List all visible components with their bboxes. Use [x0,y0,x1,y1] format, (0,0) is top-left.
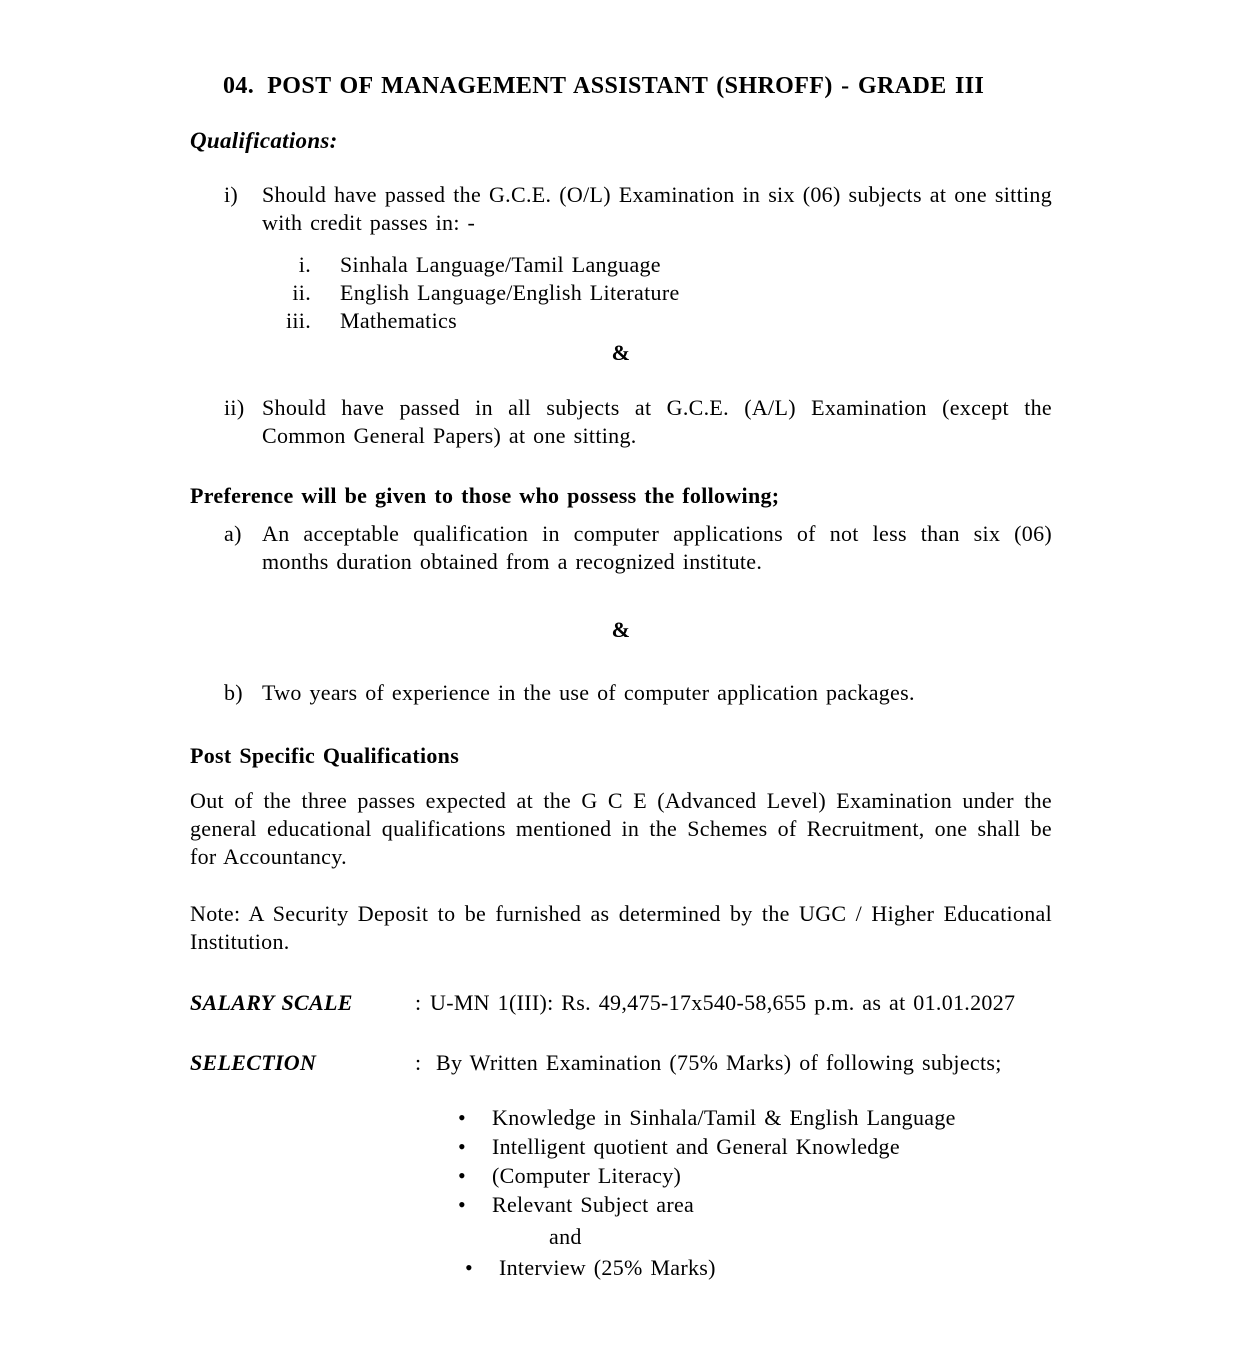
post-specific-heading: Post Specific Qualifications [190,743,460,768]
title-number: 04. [223,73,255,99]
selection-value: By Written Examination (75% Marks) of following subjects; [436,1050,1002,1075]
preference-item-a [190,520,1052,576]
list-item [458,1103,1052,1132]
list-item [458,1161,1052,1190]
list-item-subject-2 [190,279,1052,307]
subject-2-numeral: ii. [292,280,311,305]
subject-3-text: Mathematics [340,308,457,333]
item-b-label: b) [224,680,243,705]
list-item [458,1190,1052,1219]
preference-heading: Preference will be given to those who possess the following; [190,483,780,508]
post-specific-paragraph: Out of the three passes expected at the G C E (Advanced Level) Examination under the general educational qualifications mentioned in the Schemes of Recruitment, one shall be for Accountancy. [190,788,1052,869]
item-a-label: a) [224,521,242,546]
note-paragraph: Note: A Security Deposit to be furnished as determined by the UGC / Higher Educational Institution. [190,901,1052,954]
bullet-icon: • [458,1163,467,1188]
list-item-subject-3 [190,307,1052,335]
salary-scale-row [190,989,1052,1017]
selection-row [190,1049,1052,1077]
selection-bullet-text: (Computer Literacy) [492,1163,682,1188]
item-b-text: Two years of experience in the use of computer application packages. [262,680,915,705]
bullet-icon: • [458,1192,467,1217]
subject-1-text: Sinhala Language/Tamil Language [340,252,661,277]
selection-separator: : [415,1050,422,1075]
qualification-item-ii [190,394,1052,450]
subject-list [190,251,1052,335]
selection-label: SELECTION [190,1050,317,1075]
salary-scale-value: U-MN 1(III): Rs. 49,475-17x540-58,655 p.m. as at 01.01.2027 [430,990,1016,1015]
item-ii-text: Should have passed in all subjects at G.C.E. (A/L) Examination (except the Common General Papers) at one sitting. [262,395,1052,448]
selection-subjects-list [458,1103,1052,1282]
salary-scale-label: SALARY SCALE [190,990,353,1015]
item-a-text: An acceptable qualification in computer applications of not less than six (06) months duration obtained from a recognized institute. [262,521,1052,574]
bullet-icon: • [465,1255,474,1280]
bullet-icon: • [458,1134,467,1159]
bullet-icon: • [458,1105,467,1130]
page-title [190,70,1052,102]
selection-bullet-text: Knowledge in Sinhala/Tamil & English Language [492,1105,956,1130]
selection-bullet-text: Interview (25% Marks) [499,1255,716,1280]
salary-scale-separator: : [415,990,422,1015]
qualification-item-i [190,181,1052,237]
qualifications-heading: Qualifications: [190,128,338,153]
list-item [458,1132,1052,1161]
selection-bullet-text: Relevant Subject area [492,1192,695,1217]
item-i-text: Should have passed the G.C.E. (O/L) Examination in six (06) subjects at one sitting with credit passes in: - [262,182,1052,235]
subject-1-numeral: i. [298,252,311,277]
subject-2-text: English Language/English Literature [340,280,680,305]
selection-bullet-text: Intelligent quotient and General Knowledge [492,1134,900,1159]
item-ii-label: ii) [224,395,245,420]
and-connector: and [549,1224,582,1249]
ampersand-connector: & [611,617,631,642]
title-text: POST OF MANAGEMENT ASSISTANT (SHROFF) - GRADE III [267,73,985,99]
ampersand-connector: & [611,340,631,365]
item-i-label: i) [224,182,239,207]
subject-3-numeral: iii. [285,308,311,333]
list-item [465,1253,1052,1282]
list-item-subject-1 [190,251,1052,279]
preference-item-b [190,679,1052,707]
